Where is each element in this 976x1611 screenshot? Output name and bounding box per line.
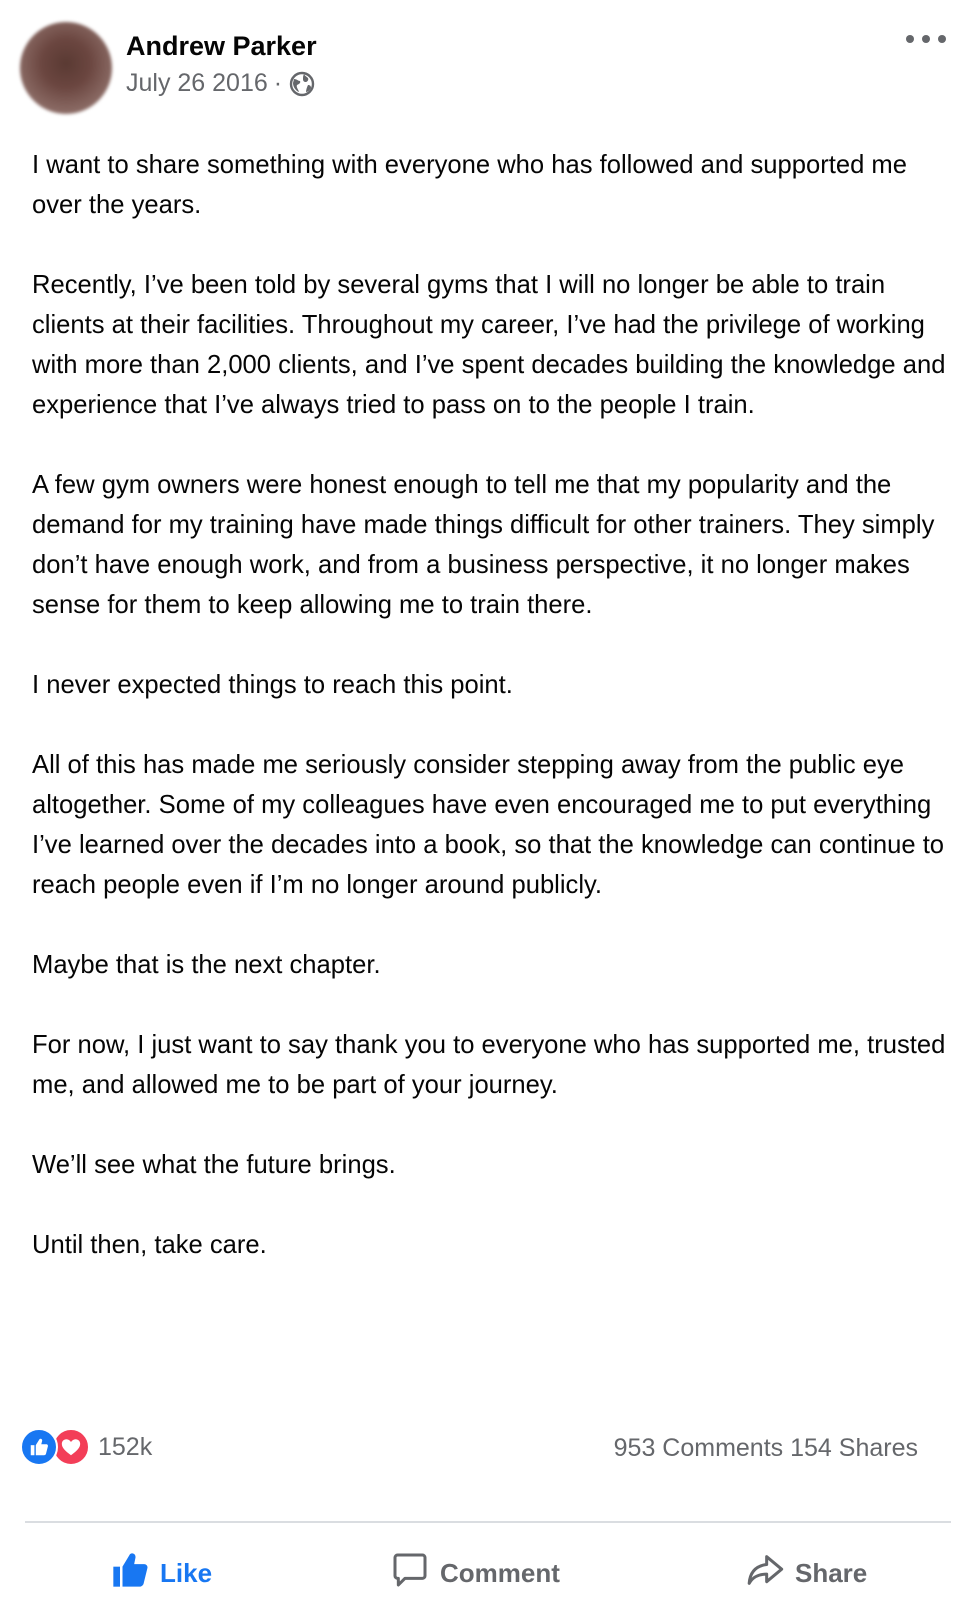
like-reaction-icon: [20, 1428, 58, 1466]
shares-count[interactable]: 154 Shares: [790, 1434, 918, 1462]
share-label: Share: [795, 1557, 868, 1588]
divider: [25, 1521, 951, 1523]
post-paragraph: A few gym owners were honest enough to tell me that my popularity and the demand for my training have made things difficult for other trainers. They simply don’t have enough work, and from a business perspective, it no longer makes sense for them to keep allowing me to train there.: [32, 471, 935, 619]
post-paragraph: Recently, I’ve been told by several gyms that I will no longer be able to train clients at their facilities. Throughout my career, I’ve had the privilege of working with more than 2,000 clients, and I’ve spent decades building the knowledge and experience that I’ve always tried to pass on to the people I train.: [32, 271, 946, 419]
share-arrow-icon: [745, 1550, 785, 1597]
like-button[interactable]: [110, 1548, 212, 1598]
post-paragraph: We’ll see what the future brings.: [32, 1151, 396, 1179]
comments-count[interactable]: 953 Comments: [613, 1434, 784, 1462]
engagement-counts: [614, 1434, 918, 1463]
thumbs-up-icon: [110, 1550, 150, 1597]
reactions-summary[interactable]: [20, 1428, 152, 1466]
meta-separator: ·: [273, 69, 283, 97]
avatar[interactable]: [20, 22, 112, 114]
comment-label: Comment: [440, 1557, 560, 1588]
post-paragraph: I want to share something with everyone who has followed and supported me over the years.: [32, 151, 907, 219]
dot: [922, 35, 930, 43]
post-paragraph: All of this has made me seriously consider stepping away from the public eye altogether. Some of my colleagues have even encouraged me to put everything I’ve learned over the decades into a book, so that the knowledge can continue to reach people even if I’m no longer around publicly.: [32, 751, 945, 899]
post-stats: [0, 1428, 976, 1474]
dot: [938, 35, 946, 43]
post-date[interactable]: July 26 2016: [126, 69, 268, 97]
reaction-count[interactable]: 152k: [98, 1432, 153, 1461]
comment-button[interactable]: [390, 1548, 560, 1598]
author-name[interactable]: Andrew Parker: [126, 31, 317, 61]
comment-icon: [390, 1550, 430, 1597]
post-body: [32, 145, 952, 1305]
post-meta: [126, 69, 316, 98]
like-label: Like: [160, 1557, 213, 1588]
post-paragraph: Until then, take care.: [32, 1231, 267, 1259]
post-paragraph: For now, I just want to say thank you to everyone who has supported me, trusted me, and allowed me to be part of your journey.: [32, 1031, 946, 1099]
globe-icon[interactable]: [288, 70, 316, 98]
post-paragraph: I never expected things to reach this point.: [32, 671, 513, 699]
more-options-icon[interactable]: [906, 28, 946, 50]
post-paragraph: Maybe that is the next chapter.: [32, 951, 381, 979]
share-button[interactable]: [745, 1548, 867, 1598]
action-bar: [0, 1548, 976, 1598]
dot: [906, 35, 914, 43]
post-header: [0, 0, 976, 120]
